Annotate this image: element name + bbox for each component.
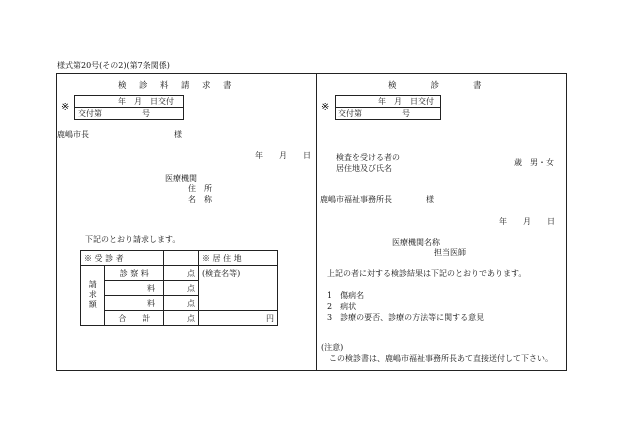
note-text: この検診書は、鹿嶋市福祉事務所長あて直接送付して下さい。 [329,354,553,363]
list-item: 1 傷病名 [327,291,365,300]
total-unit: 点 [164,311,199,326]
right-honorific: 様 [426,195,434,204]
amount-label-cell [81,266,105,326]
fee-unit: 点 [164,296,199,311]
table-row [81,266,278,281]
test-name-note: (検査名等) [199,266,278,311]
left-addressee: 鹿嶋市長 [57,130,89,139]
patient-value-cell [164,251,199,266]
age-sex: 歳 男・女 [514,158,554,167]
examinee-label-line1: 検査を受ける者の [336,153,400,162]
list-item: 3 診療の要否、診療の方法等に関する意見 [327,313,485,322]
note-heading: (注意) [321,343,344,352]
amount-label: 請求額 [88,279,98,310]
right-addressee: 鹿嶋市福祉事務所長 [320,195,392,204]
address-label: 住 所 [188,184,212,193]
left-title: 検 診 料 請 求 書 [118,81,234,91]
center-divider [316,73,317,371]
right-receipt-number: 交付第 号 [338,109,410,118]
left-receipt-number: 交付第 号 [78,109,150,118]
total-yen: 円 [199,311,278,326]
fee-label: 料 [105,281,164,296]
invoice-table [80,250,278,326]
right-title: 検 診 書 [388,81,482,91]
table-row [81,311,278,326]
fee-unit: 点 [164,281,199,296]
name-label: 名 称 [188,195,212,204]
left-receipt-box-divider [74,107,184,108]
left-date: 年 月 日 [255,151,311,160]
institution-label: 医療機関 [165,174,197,183]
request-text: 下記のとおり請求します。 [85,235,181,244]
right-receipt-box-divider [335,107,441,108]
patient-label: ※ 受 診 者 [81,251,164,266]
examinee-label-line2: 居住地及び氏名 [336,164,392,173]
residence-label: ※ 居 住 地 [199,251,278,266]
right-asterisk-mark: ※ [321,102,330,113]
institution-name-label: 医療機関名称 [392,238,440,247]
right-date-received: 年 月 日交付 [378,97,434,106]
left-date-received: 年 月 日交付 [118,97,174,106]
form-number: 様式第20号(その2)(第7条関係) [57,61,170,70]
table-row [81,251,278,266]
left-asterisk-mark: ※ [61,102,70,113]
result-text: 上記の者に対する検診結果は下記のとおりであります。 [327,269,527,278]
right-date: 年 月 日 [499,217,555,226]
doctor-label: 担当医師 [434,248,466,257]
total-label: 合 計 [105,311,164,326]
list-item: 2 病状 [327,302,357,311]
fee-label: 料 [105,296,164,311]
left-honorific: 様 [174,130,182,139]
fee-label: 診 察 料 [105,266,164,281]
fee-unit: 点 [164,266,199,281]
